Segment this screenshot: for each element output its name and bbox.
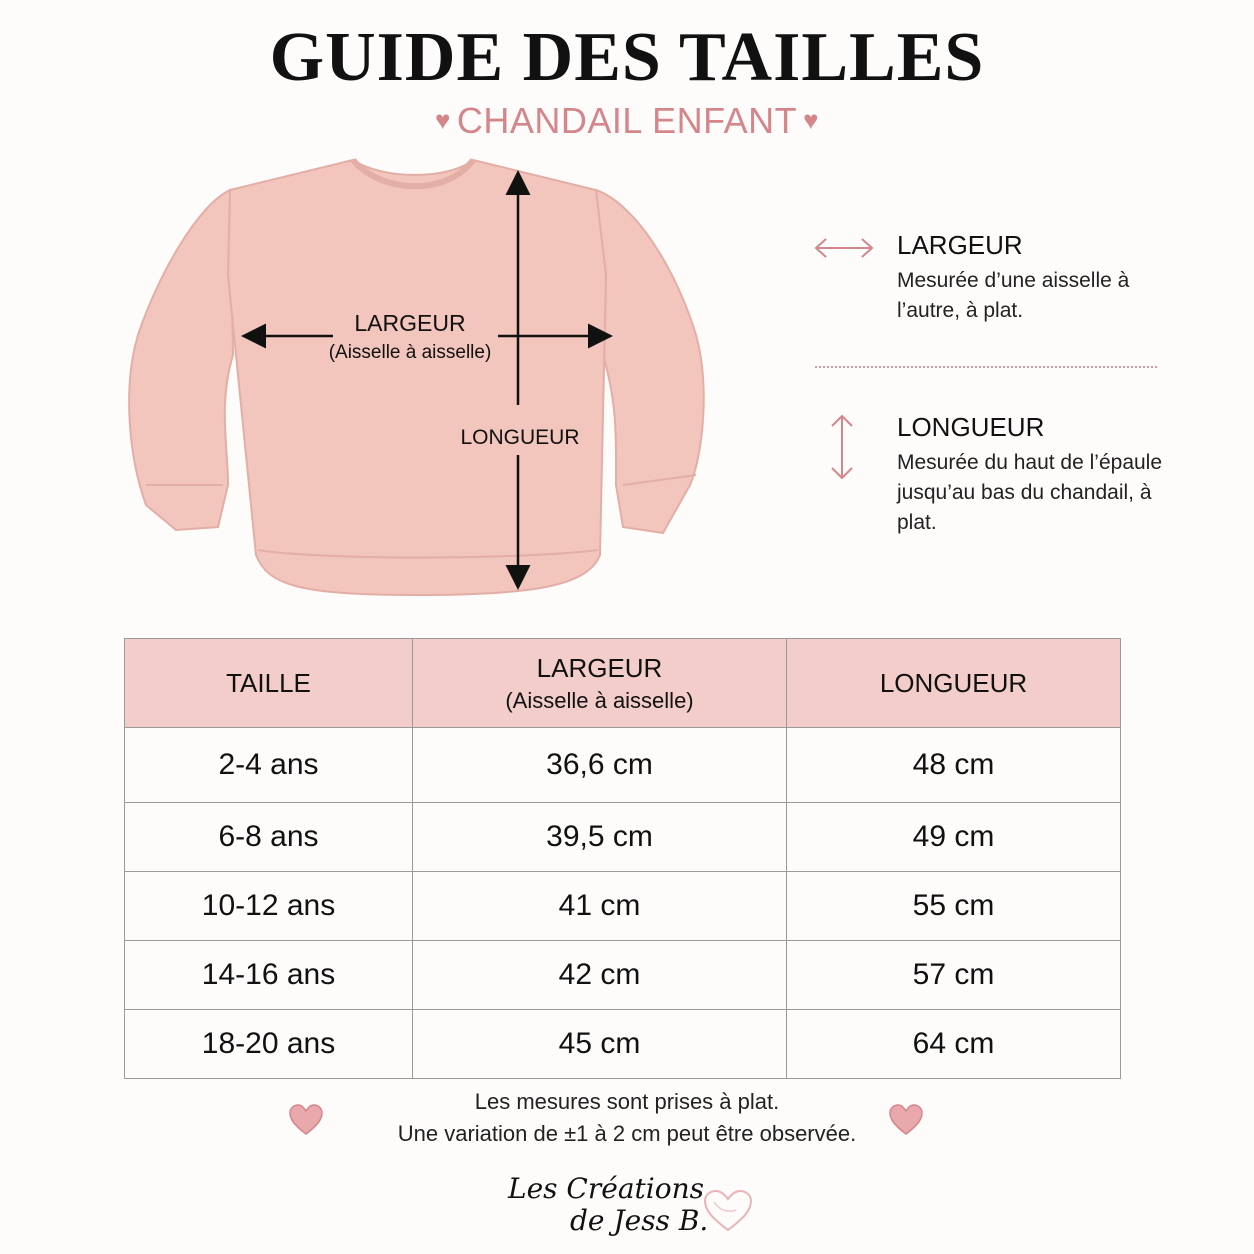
- column-header-length: LONGUEUR: [787, 639, 1121, 728]
- cell-width: 41 cm: [413, 872, 787, 941]
- note-line: Une variation de ±1 à 2 cm peut être observée.: [397, 1121, 857, 1146]
- cell-size: 10-12 ans: [125, 872, 413, 941]
- cell-length: 57 cm: [787, 941, 1121, 1010]
- cell-width: 36,6 cm: [413, 728, 787, 803]
- heart-icon: ♥: [434, 105, 451, 135]
- brand-line: Les Créations: [508, 1172, 704, 1205]
- cell-length: 48 cm: [787, 728, 1121, 803]
- legend-desc: Mesurée d’une aisselle à l’autre, à plat.: [897, 269, 1130, 322]
- heart-icon: [702, 1188, 754, 1234]
- table-row: [125, 872, 1121, 941]
- legend-desc: Mesurée du haut de l’épaule jusqu’au bas du chandail, à plat.: [897, 451, 1163, 534]
- cell-width: 45 cm: [413, 1010, 787, 1079]
- heart-icon: [888, 1103, 924, 1137]
- cell-size: 2-4 ans: [125, 728, 413, 803]
- cell-size: 6-8 ans: [125, 803, 413, 872]
- column-header-width: LARGEUR (Aisselle à aisselle): [413, 639, 787, 728]
- table-header-row: [125, 639, 1121, 728]
- diagram-width-label: LARGEUR: [354, 310, 466, 336]
- column-header-sub: (Aisselle à aisselle): [505, 687, 694, 713]
- measurement-note: [0, 1086, 1254, 1150]
- cell-width: 42 cm: [413, 941, 787, 1010]
- brand-logo: [490, 1170, 770, 1250]
- cell-size: 14-16 ans: [125, 941, 413, 1010]
- sweater-icon: [118, 155, 743, 605]
- column-header-size: TAILLE: [125, 639, 413, 728]
- heart-icon: ♥: [803, 105, 820, 135]
- table-row: [125, 803, 1121, 872]
- heart-icon: [288, 1103, 324, 1137]
- cell-size: 18-20 ans: [125, 1010, 413, 1079]
- size-table: [124, 638, 1121, 1079]
- divider: [815, 366, 1157, 368]
- brand-line: de Jess B.: [570, 1204, 709, 1237]
- legend-title: LONGUEUR: [897, 412, 1045, 442]
- table-row: [125, 941, 1121, 1010]
- cell-length: 64 cm: [787, 1010, 1121, 1079]
- page-subtitle: [0, 100, 1254, 142]
- page-title: GUIDE DES TAILLES: [269, 19, 985, 96]
- subtitle-text: CHANDAIL ENFANT: [456, 100, 798, 141]
- table-row: [125, 1010, 1121, 1079]
- legend-title: LARGEUR: [897, 230, 1023, 260]
- note-line: Les mesures sont prises à plat.: [474, 1089, 780, 1114]
- cell-width: 39,5 cm: [413, 803, 787, 872]
- table-row: [125, 728, 1121, 803]
- vertical-arrow-icon: [826, 412, 858, 482]
- horizontal-arrow-icon: [812, 236, 876, 260]
- cell-length: 55 cm: [787, 872, 1121, 941]
- cell-length: 49 cm: [787, 803, 1121, 872]
- diagram-width-sublabel: (Aisselle à aisselle): [328, 342, 492, 363]
- diagram-length-label: LONGUEUR: [440, 426, 600, 450]
